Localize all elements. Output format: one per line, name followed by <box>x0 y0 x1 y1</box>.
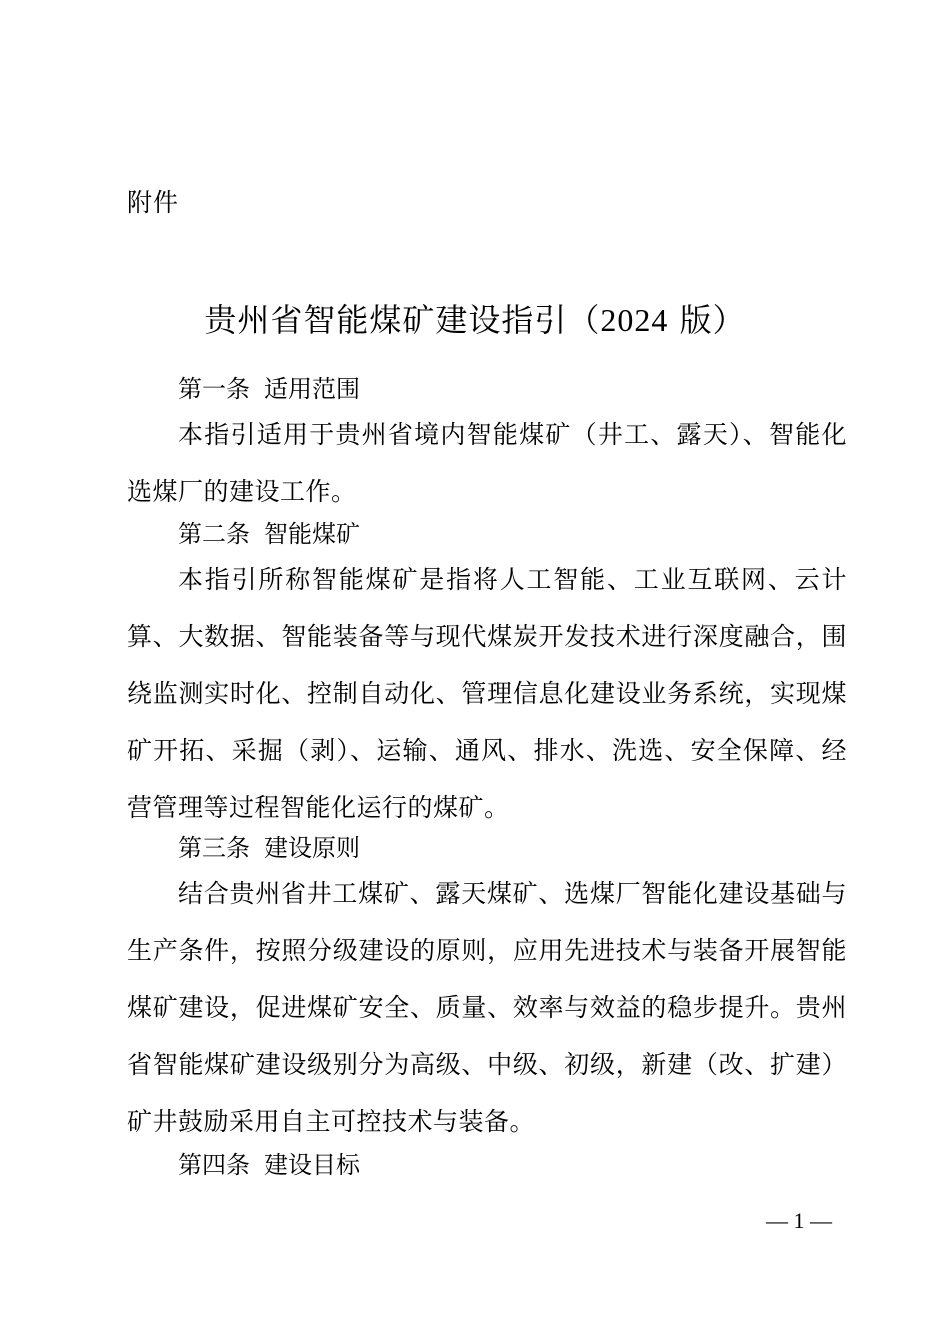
article-1-body <box>127 406 847 520</box>
article-1-heading <box>178 371 360 407</box>
article-1-paragraph: 本指引适用于贵州省境内智能煤矿（井工、露天）、智能化选煤厂的建设工作。 <box>127 420 847 506</box>
article-4-heading <box>178 1147 360 1183</box>
article-3-body <box>127 865 847 1150</box>
article-2-body <box>127 551 847 836</box>
article-1-title: 适用范围 <box>264 375 360 403</box>
title-suffix: 版） <box>668 301 746 339</box>
article-1-number: 第一条 <box>178 375 250 403</box>
article-3-number: 第三条 <box>178 834 250 862</box>
document-title <box>0 296 950 344</box>
page-number: — 1 — <box>766 1208 832 1233</box>
article-2-title: 智能煤矿 <box>264 520 360 548</box>
title-main: 贵州省智能煤矿建设指引（ <box>204 301 601 339</box>
title-year: 2024 <box>600 302 669 338</box>
article-2-paragraph: 本指引所称智能煤矿是指将人工智能、工业互联网、云计算、大数据、智能装备等与现代煤炭开发技术进行深度融合，围绕监测实时化、控制自动化、管理信息化建设业务系统，实现煤矿开拓、采掘（剥）、运输、通风、排水、洗选、安全保障、经营管理等过程智能化运行的煤矿。 <box>127 565 847 822</box>
article-4-title: 建设目标 <box>264 1151 360 1179</box>
attachment-label: 附件 <box>127 188 180 217</box>
article-2-number: 第二条 <box>178 520 250 548</box>
article-2-heading <box>178 516 360 552</box>
article-3-title: 建设原则 <box>264 834 360 862</box>
article-4-number: 第四条 <box>178 1151 250 1179</box>
article-3-heading <box>178 830 360 866</box>
article-3-paragraph: 结合贵州省井工煤矿、露天煤矿、选煤厂智能化建设基础与生产条件，按照分级建设的原则，应用先进技术与装备开展智能煤矿建设，促进煤矿安全、质量、效率与效益的稳步提升。贵州省智能煤矿建设级别分为高级、中级、初级，新建（改、扩建）矿井鼓励采用自主可控技术与装备。 <box>127 879 847 1136</box>
